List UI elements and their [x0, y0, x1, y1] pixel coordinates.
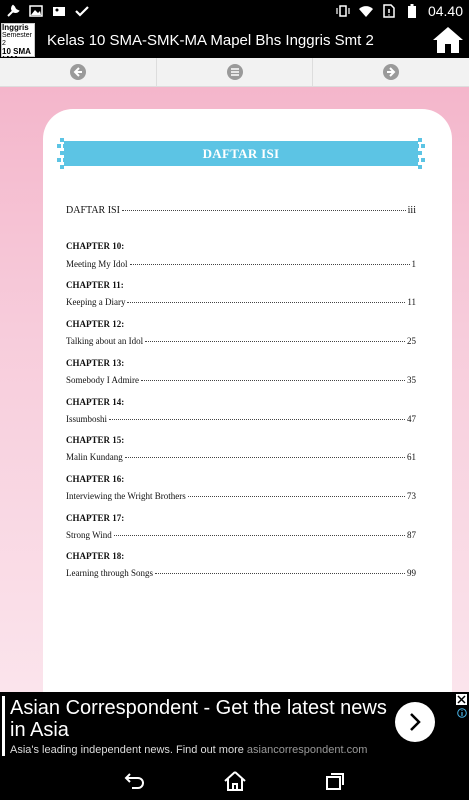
toc-entry-row[interactable]: Meeting My Idol 1 [66, 259, 416, 269]
chapter-label: CHAPTER 11: [66, 280, 124, 290]
home-button[interactable] [431, 23, 465, 57]
reader-toolbar [0, 58, 469, 87]
toc-entry-row[interactable]: Interviewing the Wright Brothers 73 [66, 491, 416, 501]
back-button[interactable] [120, 766, 150, 796]
system-nav-bar [0, 762, 469, 800]
book-page [43, 109, 452, 729]
next-icon [383, 64, 399, 80]
chevron-right-icon [407, 712, 423, 732]
toc-heading: DAFTAR ISI [202, 145, 280, 161]
photo-icon [52, 4, 66, 18]
banner-decoration-right [415, 138, 425, 169]
vibrate-icon [336, 4, 350, 18]
home-nav-icon [224, 771, 246, 791]
toc-entry-row[interactable]: Issumboshi 47 [66, 414, 416, 424]
menu-list-icon [227, 64, 243, 80]
chapter-label: CHAPTER 14: [66, 397, 125, 407]
recents-button[interactable] [320, 766, 350, 796]
chapter-label: CHAPTER 10: [66, 241, 125, 251]
no-sim-icon [382, 4, 396, 18]
chapter-label: CHAPTER 17: [66, 513, 125, 523]
home-nav-button[interactable] [220, 766, 250, 796]
toc-entry-row[interactable]: Malin Kundang 61 [66, 452, 416, 462]
app-title: Kelas 10 SMA-SMK-MA Mapel Bhs Inggris Smt 2 [47, 31, 374, 49]
ad-source: asiancorrespondent.com [246, 744, 368, 756]
check-icon [75, 4, 89, 18]
recents-icon [325, 772, 345, 790]
chapter-label: CHAPTER 13: [66, 358, 125, 368]
battery-icon [405, 4, 419, 18]
ad-subtitle: Asia's leading independent news. Find out more asiancorrespondent.com [10, 744, 368, 756]
previous-page-button[interactable] [0, 58, 157, 86]
status-clock: 04.40 [427, 3, 463, 19]
ad-info-button[interactable] [456, 707, 467, 718]
book-cover-thumbnail: B. Inggris Semester 2 10 SMA [1, 23, 35, 57]
toc-entry-row[interactable]: Strong Wind 87 [66, 530, 416, 540]
close-icon [457, 695, 466, 704]
toc-heading-banner [64, 141, 418, 166]
toc-entry-row[interactable]: Learning through Songs 99 [66, 568, 416, 578]
home-icon [432, 25, 464, 55]
info-icon [457, 708, 467, 718]
app-bar [0, 15, 469, 58]
back-icon [124, 772, 146, 790]
toc-entry-row[interactable]: Talking about an Idol 25 [66, 336, 416, 346]
status-bar [0, 0, 469, 22]
toc-menu-button[interactable] [157, 58, 314, 86]
toc-intro-row[interactable]: DAFTAR ISI iii [66, 205, 416, 216]
book-page-area[interactable] [0, 87, 469, 692]
wifi-icon [359, 4, 373, 18]
ad-banner[interactable] [0, 692, 469, 762]
toc-entry-row[interactable]: Keeping a Diary 11 [66, 297, 416, 307]
next-page-button[interactable] [313, 58, 469, 86]
chapter-label: CHAPTER 15: [66, 435, 125, 445]
previous-icon [70, 64, 86, 80]
ad-title[interactable]: Asian Correspondent - Get the latest news in Asia [10, 697, 387, 741]
chapter-label: CHAPTER 16: [66, 474, 125, 484]
ad-close-button[interactable] [456, 694, 467, 705]
ad-open-button[interactable] [395, 702, 435, 742]
chapter-label: CHAPTER 12: [66, 319, 125, 329]
toc-entry-row[interactable]: Somebody I Admire 35 [66, 375, 416, 385]
chapter-label: CHAPTER 18: [66, 551, 125, 561]
